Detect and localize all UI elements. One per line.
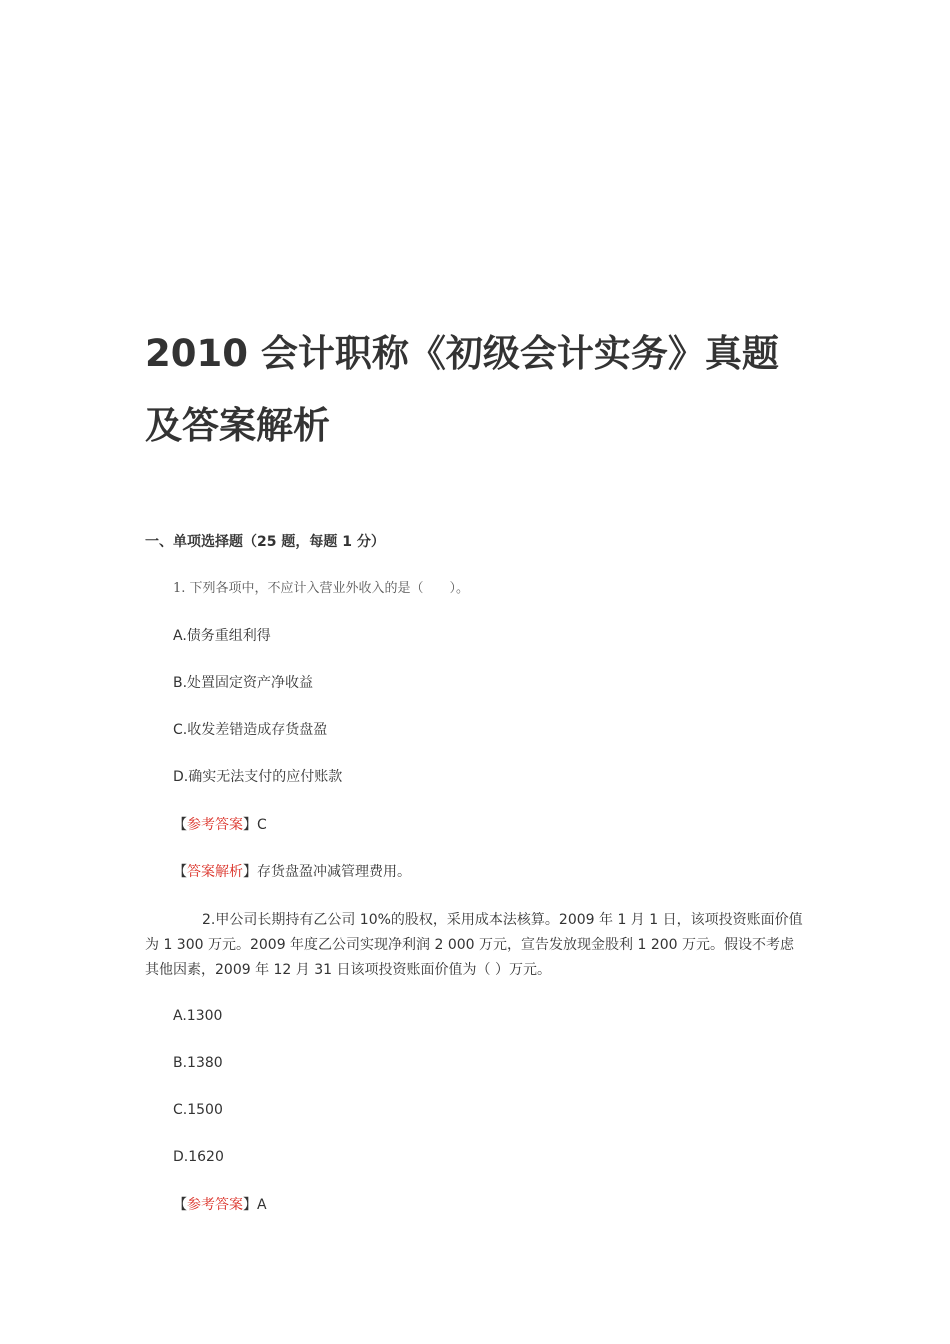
question-1-option-d: D.确实无法支付的应付账款 [173,769,343,785]
answer-value: A [257,1197,267,1213]
question-1-option-b: B.处置固定资产净收益 [173,675,314,691]
answer-value: C [257,817,267,833]
question-1-option-a: A.债务重组利得 [173,628,271,644]
answer-label: 参考答案 [187,1197,243,1213]
question-1-analysis: 【答案解析】存货盘盈冲减管理费用。 [173,864,411,880]
question-1-answer: 【参考答案】C [173,817,267,833]
question-1-option-c: C.收发差错造成存货盘盈 [173,722,328,738]
section-heading: 一、单项选择题（25 题，每题 1 分） [145,534,385,550]
question-2-option-c: C.1500 [173,1102,223,1118]
question-2-option-d: D.1620 [173,1149,224,1165]
question-2-option-a: A.1300 [173,1008,223,1024]
answer-label: 参考答案 [187,817,243,833]
question-2-answer: 【参考答案】A [173,1197,267,1213]
question-2-option-b: B.1380 [173,1055,223,1071]
page-title: 2010 会计职称《初级会计实务》真题及答案解析 [145,332,779,447]
question-2-stem: 2.甲公司长期持有乙公司 10%的股权，采用成本法核算。2009 年 1 月 1 日，该项投资账面价值为 1 300 万元。2009 年度乙公司实现净利润 2 000 万元，宣告发放现金股利 1 200 万元。假设不考虑其他因素，2009 年 12 月 31 日该项投资账面价值为（ ）万元。 [145,912,803,978]
analysis-label: 答案解析 [187,864,243,880]
question-1-stem: 1. 下列各项中，不应计入营业外收入的是（ ）。 [173,581,470,596]
analysis-text: 存货盘盈冲减管理费用。 [257,864,411,880]
